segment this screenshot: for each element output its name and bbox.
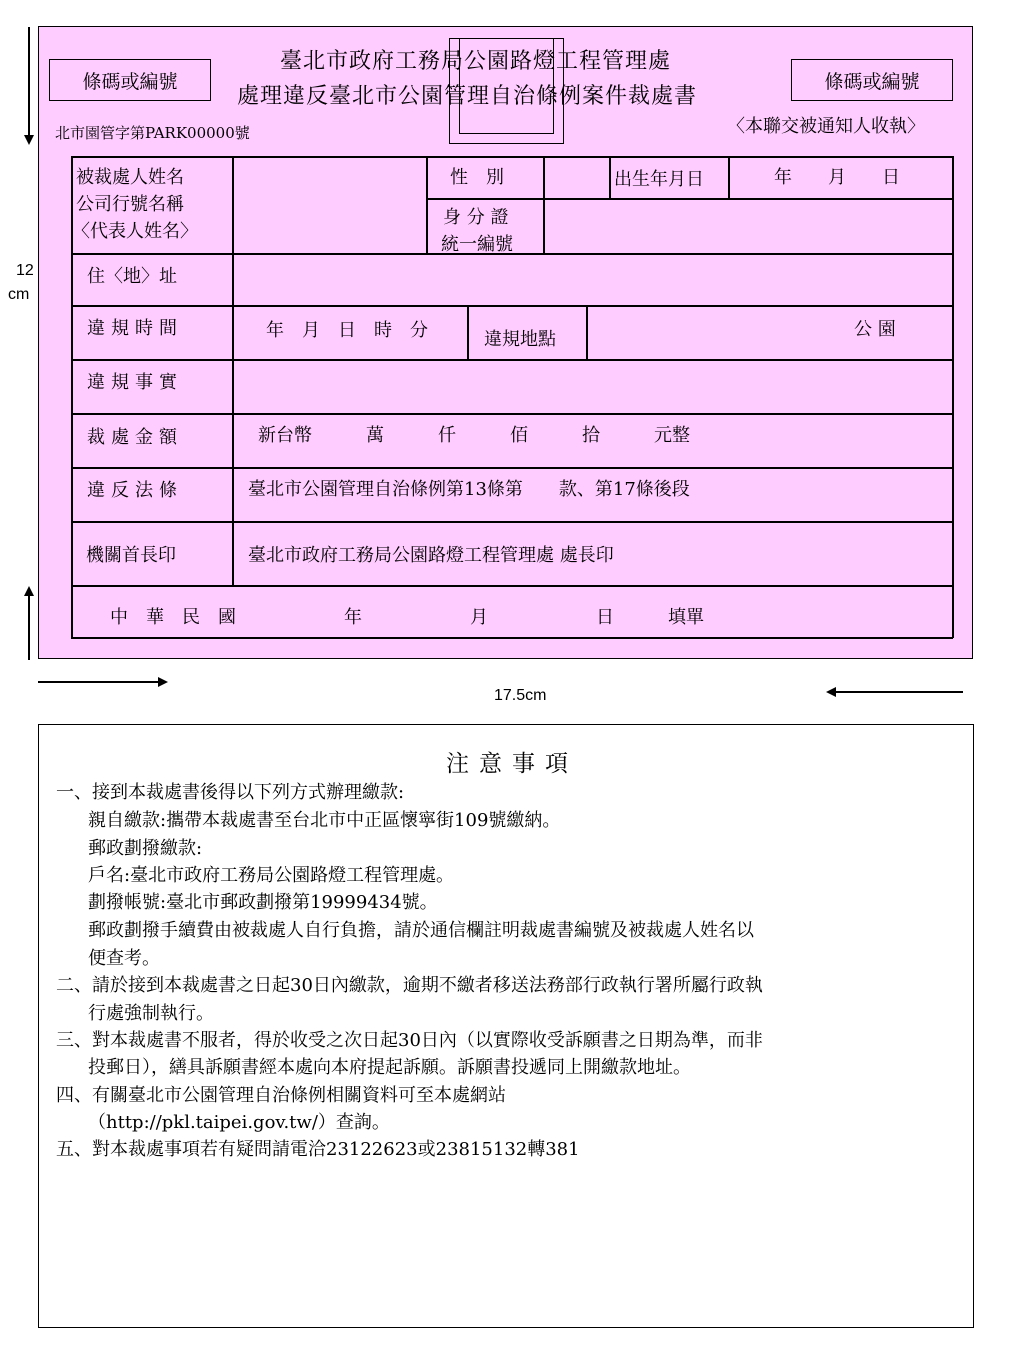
- width-label: 17.5cm: [494, 687, 547, 704]
- note-line: 四、有關臺北市公園管理自治條例相關資料可至本處網站: [56, 1085, 506, 1106]
- address-label: 住〈地〉址: [87, 266, 177, 287]
- fact-label: 違規事實: [87, 372, 183, 393]
- place-label: 違規地點: [484, 329, 556, 350]
- height-value: 12: [16, 262, 34, 279]
- notes-title: 注意事項: [446, 751, 578, 777]
- birth-value: 年 月 日: [774, 167, 900, 188]
- note-line: 劃撥帳號:臺北市郵政劃撥第19999434號。: [88, 892, 438, 913]
- seal-label: 機關首長印: [86, 545, 176, 566]
- note-line: 郵政劃撥繳款:: [88, 838, 203, 859]
- name-label-line1: 被裁處人姓名: [76, 167, 184, 188]
- name-label-line3: 〈代表人姓名〉: [72, 221, 198, 242]
- amount-label: 裁處金額: [87, 427, 183, 448]
- gender-label: 性 別: [450, 167, 504, 188]
- form-title-agency: 臺北市政府工務局公園路燈工程管理處: [280, 49, 672, 74]
- place-value: 公 園: [854, 319, 896, 340]
- barcode-box-right: [791, 59, 953, 101]
- arrow-left-icon: [826, 687, 836, 697]
- case-number: 北市園管字第PARK00000號: [55, 124, 250, 142]
- time-label: 違規時間: [87, 318, 183, 339]
- note-line: 三、對本裁處書不服者，得於收受之次日起30日內（以實際收受訴願書之日期為準，而非: [56, 1030, 763, 1051]
- id-label-line2: 統一編號: [441, 234, 513, 252]
- note-line: 一、接到本裁處書後得以下列方式辦理繳款:: [56, 782, 405, 803]
- note-line: 親自繳款:攜帶本裁處書至台北市中正區懷寧街109號繳納。: [88, 810, 561, 831]
- id-label-line1: 身 分 證: [443, 207, 509, 228]
- receipt-note: 〈本聯交被通知人收執〉: [727, 116, 925, 137]
- barcode-box-left: [49, 59, 211, 101]
- height-arrow-top-line: [28, 27, 30, 137]
- barcode-label-right: 條碼或編號: [824, 70, 920, 93]
- height-unit: cm: [8, 286, 30, 303]
- time-value: 年 月 日 時 分: [266, 320, 428, 341]
- arrow-right-icon: [158, 677, 168, 687]
- note-line: 戶名:臺北市政府工務局公園路燈工程管理處。: [88, 865, 455, 886]
- note-line: 郵政劃撥手續費由被裁處人自行負擔，請於通信欄註明裁處書編號及被裁處人姓名以: [88, 920, 754, 941]
- note-line: 投郵日），繕具訴願書經本處向本府提起訴願。訴願書投遞同上開繳款地址。: [88, 1057, 691, 1078]
- note-line: 五、對本裁處事項若有疑問請電洽23122623或23815132轉381: [56, 1139, 580, 1160]
- height-arrow-bottom-line: [28, 596, 30, 660]
- note-line: 便查考。: [88, 948, 160, 969]
- name-label-line2: 公司行號名稱: [76, 194, 184, 215]
- birth-label: 出生年月日: [614, 169, 704, 190]
- note-line: 行處強制執行。: [88, 1003, 214, 1024]
- note-line: （http://pkl.taipei.gov.tw/）查詢。: [88, 1112, 390, 1133]
- width-arrow-left-line: [38, 681, 158, 683]
- arrow-down-icon: [24, 135, 34, 145]
- width-arrow-right-line: [836, 691, 963, 693]
- form-title-document: 處理違反臺北市公園管理自治條例案件裁處書: [237, 84, 698, 109]
- seal-value: 臺北市政府工務局公園路燈工程管理處 處長印: [248, 545, 614, 566]
- amount-value: 新台幣 萬 仟 佰 拾 元整: [258, 425, 690, 446]
- law-value: 臺北市公園管理自治條例第13條第 款、第17條後段: [248, 479, 690, 500]
- date-fill-line: 中 華 民 國 年 月 日 填單: [110, 607, 704, 628]
- arrow-up-icon: [24, 586, 34, 596]
- law-label: 違反法條: [87, 480, 183, 501]
- barcode-label-left: 條碼或編號: [82, 70, 178, 93]
- note-line: 二、請於接到本裁處書之日起30日內繳款，逾期不繳者移送法務部行政執行署所屬行政執: [56, 975, 763, 996]
